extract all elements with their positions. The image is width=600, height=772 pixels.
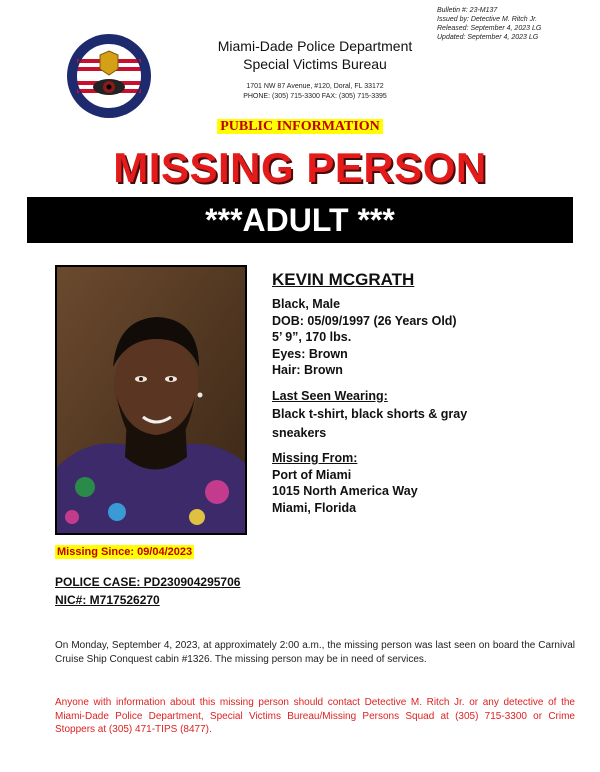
police-case-number: POLICE CASE: PD230904295706 <box>55 575 241 589</box>
missing-from-line1: Port of Miami <box>272 467 352 482</box>
nic-number: NIC#: M717526270 <box>55 593 160 607</box>
missing-since <box>55 546 194 558</box>
person-eyes: Eyes: Brown <box>272 346 348 361</box>
public-information-text: PUBLIC INFORMATION <box>217 119 383 134</box>
person-photo <box>55 265 247 535</box>
department-address: 1701 NW 87 Avenue, #120, Doral, FL 33172 <box>246 83 384 90</box>
department-phone: PHONE: (305) 715-3300 FAX: (305) 715-3395 <box>243 93 387 100</box>
last-seen-line2: sneakers <box>272 425 327 440</box>
police-department-seal-icon <box>66 33 152 119</box>
contact-information: Anyone with information about this missing person should contact Detective M. Ritch Jr. or any detective of the Miami-Dade Police Department, Special Victims Bureau/Missing Persons Squad at (305) 715-3300 or Crime Stoppers at (305) 471-TIPS (8477). <box>55 697 575 735</box>
last-seen-line1: Black t-shirt, black shorts & gray <box>272 407 468 421</box>
incident-narrative: On Monday, September 4, 2023, at approximately 2:00 a.m., the missing person was last seen on board the Carnival Cruise Ship Conquest cabin #1326. The missing person may be in need of services. <box>55 640 575 665</box>
case-numbers <box>55 573 240 609</box>
bulletin-issued-by: Issued by: Detective M. Ritch Jr. <box>437 16 538 23</box>
last-seen-label: Last Seen Wearing: <box>272 388 388 403</box>
bulletin-number: Bulletin #: 23-M137 <box>437 7 498 14</box>
person-race-sex: Black, Male <box>272 297 341 311</box>
department-name: Miami-Dade Police Department <box>217 38 413 54</box>
public-information-label <box>0 117 600 135</box>
person-details <box>272 270 572 516</box>
missing-person-title: MISSING PERSON <box>113 144 487 191</box>
missing-from-label: Missing From: <box>272 451 358 465</box>
person-hair: Hair: Brown <box>272 363 343 377</box>
person-height-weight: 5’ 9”, 170 lbs. <box>272 330 352 344</box>
adult-category-banner: ***ADULT *** <box>27 197 573 243</box>
department-header <box>160 37 470 102</box>
missing-from-line2: 1015 North America Way <box>272 484 418 498</box>
person-dob: DOB: 05/09/1997 (26 Years Old) <box>272 313 457 328</box>
missing-since-text: Missing Since: 09/04/2023 <box>57 546 193 558</box>
bulletin-released: Released: September 4, 2023 LG <box>437 25 542 32</box>
person-name: KEVIN MCGRATH <box>272 270 415 289</box>
missing-from-line3: Miami, Florida <box>272 500 357 515</box>
bulletin-updated: Updated: September 4, 2023 LG <box>437 34 539 41</box>
bureau-name: Special Victims Bureau <box>243 56 387 72</box>
